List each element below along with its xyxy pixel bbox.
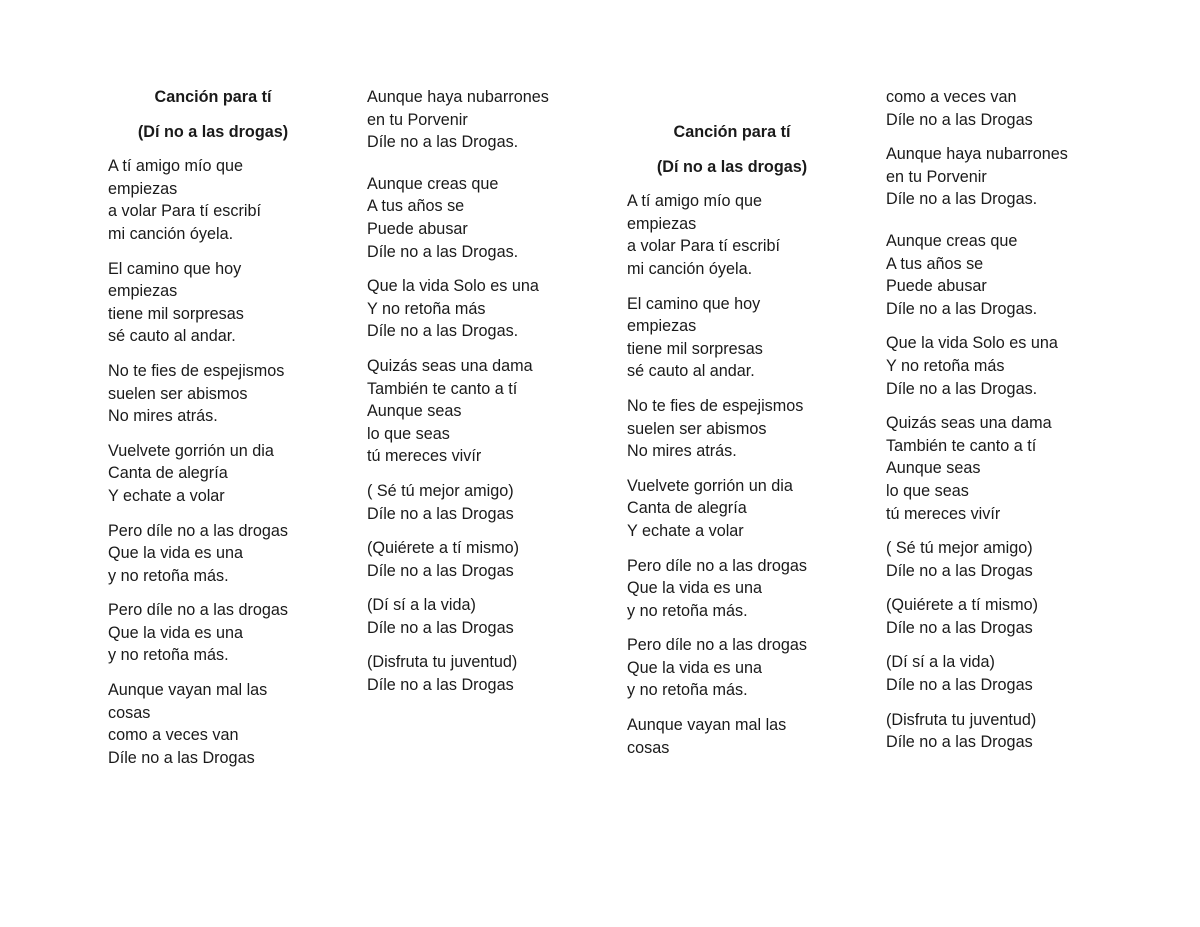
stanza [886, 412, 1126, 525]
lyric-line: Díle no a las Drogas [367, 504, 514, 523]
lyric-line: mi canción óyela. [108, 224, 234, 243]
lyric-line: Pero díle no a las drogas [108, 601, 288, 620]
lyric-line: No mires atrás. [108, 407, 218, 426]
lyric-line: y no retoña más. [108, 646, 229, 665]
lyrics-column-1 [108, 86, 348, 781]
lyric-line: Aunque creas que [886, 231, 1018, 250]
lyric-line: ( Sé tú mejor amigo) [886, 539, 1033, 558]
lyrics-column-2 [367, 86, 607, 709]
lyric-line: Díle no a las Drogas [886, 110, 1033, 129]
song-title: Canción para tí [154, 88, 272, 106]
lyric-line: y no retoña más. [627, 601, 748, 620]
lyric-line: Díle no a las Drogas [886, 676, 1033, 695]
lyric-line: Puede abusar [367, 219, 468, 238]
stanza [108, 440, 348, 508]
lyric-line: cosas [108, 703, 151, 722]
lyric-line: Que la vida es una [627, 579, 762, 598]
lyric-line: Quizás seas una dama [886, 414, 1052, 433]
stanza [627, 634, 867, 702]
stanza [367, 537, 607, 582]
stanza [367, 594, 607, 639]
lyric-line: Díle no a las Drogas. [886, 190, 1038, 209]
lyric-line: empiezas [627, 214, 697, 233]
stanza [627, 293, 867, 383]
lyric-line: Que la vida es una [108, 544, 243, 563]
lyric-line: Díle no a las Drogas [367, 676, 514, 695]
lyric-line: Que la vida es una [627, 658, 762, 677]
stanza [367, 355, 607, 468]
lyric-line: Díle no a las Drogas [367, 561, 514, 580]
lyric-line: y no retoña más. [627, 681, 748, 700]
lyric-line: El camino que hoy [627, 294, 761, 313]
stanza [627, 395, 867, 463]
lyric-line: Y echate a volar [627, 521, 744, 540]
lyric-line: empiezas [108, 282, 178, 301]
stanza [886, 709, 1126, 754]
lyric-line: tiene mil sorpresas [108, 304, 244, 323]
lyric-line: Canta de alegría [108, 464, 228, 483]
lyric-line: Que la vida Solo es una [886, 334, 1058, 353]
lyric-line: Pero díle no a las drogas [108, 521, 288, 540]
stanza [886, 86, 1126, 131]
stanza [627, 714, 867, 759]
stanza [886, 594, 1126, 639]
lyric-line: Y no retoña más [367, 299, 486, 318]
stanza [108, 258, 348, 348]
song-subtitle: (Dí no a las drogas) [656, 157, 808, 176]
lyric-line: en tu Porvenir [367, 110, 468, 129]
lyric-line: Y echate a volar [108, 486, 225, 505]
stanza [627, 475, 867, 543]
stanza [886, 332, 1126, 400]
lyric-line: como a veces van [108, 726, 239, 745]
stanza [886, 537, 1126, 582]
lyric-line: Díle no a las Drogas. [886, 299, 1038, 318]
lyric-line: Vuelvete gorrión un dia [108, 441, 274, 460]
lyric-line: cosas [627, 738, 670, 757]
lyric-line: (Quiérete a tí mismo) [886, 596, 1039, 615]
lyric-line: Díle no a las Drogas. [886, 379, 1038, 398]
lyric-line: También te canto a tí [367, 379, 518, 398]
song-subtitle: (Dí no a las drogas) [137, 122, 289, 141]
lyric-line: Aunque vayan mal las [108, 681, 268, 700]
lyric-line: tú mereces vivír [367, 447, 482, 466]
lyric-line: a volar Para tí escribí [627, 237, 780, 256]
lyric-line: Quizás seas una dama [367, 356, 533, 375]
lyric-line: empiezas [627, 317, 697, 336]
lyric-line: A tí amigo mío que [627, 192, 762, 211]
stanza [627, 555, 867, 623]
stanza [886, 143, 1126, 211]
lyric-line: El camino que hoy [108, 259, 242, 278]
lyric-line: sé cauto al andar. [108, 327, 236, 346]
stanza [367, 173, 607, 263]
lyric-line: suelen ser abismos [627, 419, 767, 438]
lyric-line: mi canción óyela. [627, 259, 753, 278]
lyric-line: suelen ser abismos [108, 384, 248, 403]
lyric-line: Aunque vayan mal las [627, 716, 787, 735]
lyric-line: Pero díle no a las drogas [627, 556, 807, 575]
stanza [108, 679, 348, 769]
lyric-line: Díle no a las Drogas. [367, 322, 519, 341]
lyric-line: Que la vida es una [108, 623, 243, 642]
lyric-line: lo que seas [886, 481, 969, 500]
lyric-line: (Disfruta tu juventud) [886, 710, 1037, 729]
lyric-line: No te fies de espejismos [627, 396, 804, 415]
lyric-line: Aunque seas [886, 459, 981, 478]
lyric-line: Pero díle no a las drogas [627, 636, 807, 655]
stanza [108, 599, 348, 667]
lyric-line: tú mereces vivír [886, 504, 1001, 523]
lyric-line: Díle no a las Drogas [886, 561, 1033, 580]
lyric-line: Puede abusar [886, 277, 987, 296]
lyric-line: (Disfruta tu juventud) [367, 653, 518, 672]
lyric-line: Díle no a las Drogas. [367, 133, 519, 152]
lyric-line: Díle no a las Drogas [108, 748, 255, 767]
lyric-line: No te fies de espejismos [108, 361, 285, 380]
lyric-line: (Quiérete a tí mismo) [367, 539, 520, 558]
lyric-line: Aunque seas [367, 402, 462, 421]
lyric-line: No mires atrás. [627, 442, 737, 461]
lyric-line: Vuelvete gorrión un dia [627, 476, 793, 495]
lyric-line: Díle no a las Drogas. [367, 242, 519, 261]
stanza [886, 651, 1126, 696]
lyric-line: Y no retoña más [886, 356, 1005, 375]
stanza [108, 520, 348, 588]
stanza [367, 86, 607, 154]
lyric-line: sé cauto al andar. [627, 362, 755, 381]
lyric-line: ( Sé tú mejor amigo) [367, 481, 514, 500]
lyrics-column-4 [886, 86, 1126, 766]
lyric-line: Canta de alegría [627, 499, 747, 518]
lyric-line: y no retoña más. [108, 566, 229, 585]
lyric-line: A tí amigo mío que [108, 157, 243, 176]
stanza [367, 275, 607, 343]
lyric-line: (Dí sí a la vida) [367, 596, 476, 615]
lyric-line: (Dí sí a la vida) [886, 653, 995, 672]
lyric-line: Que la vida Solo es una [367, 277, 539, 296]
lyric-line: empiezas [108, 179, 178, 198]
lyric-line: Aunque creas que [367, 174, 499, 193]
stanza [367, 651, 607, 696]
stanza [108, 360, 348, 428]
lyric-line: tiene mil sorpresas [627, 339, 763, 358]
lyric-line: Díle no a las Drogas [886, 618, 1033, 637]
lyric-line: Díle no a las Drogas [886, 733, 1033, 752]
lyrics-column-3 [627, 121, 867, 771]
lyric-line: a volar Para tí escribí [108, 202, 261, 221]
lyric-line: A tus años se [886, 254, 984, 273]
lyric-line: en tu Porvenir [886, 167, 987, 186]
stanza [886, 230, 1126, 320]
lyric-line: A tus años se [367, 197, 465, 216]
lyric-line: como a veces van [886, 88, 1017, 106]
lyric-line: Aunque haya nubarrones [367, 88, 549, 106]
lyric-line: lo que seas [367, 424, 450, 443]
lyric-line: Aunque haya nubarrones [886, 145, 1068, 164]
stanza [108, 155, 348, 245]
stanza [367, 480, 607, 525]
lyric-line: También te canto a tí [886, 436, 1037, 455]
song-title: Canción para tí [673, 123, 791, 141]
lyric-line: Díle no a las Drogas [367, 618, 514, 637]
stanza [627, 190, 867, 280]
